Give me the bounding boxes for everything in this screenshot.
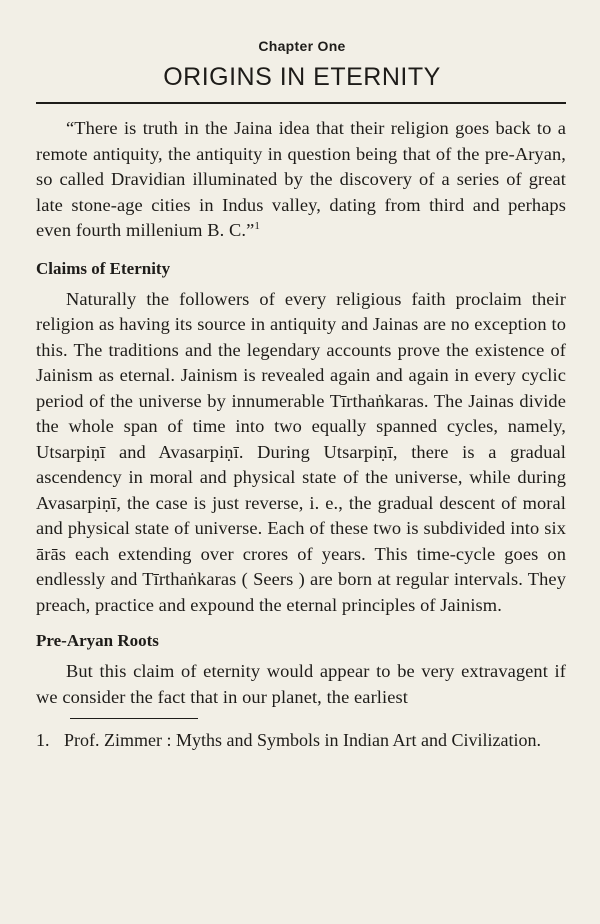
chapter-label: Chapter One — [258, 38, 346, 54]
footnote-divider — [70, 718, 198, 719]
title-divider — [36, 102, 566, 104]
section-body-pre-aryan-roots: But this claim of eternity would appear to be very extravagent if we consider the fact that in our planet, the earliest — [36, 661, 566, 707]
footnote-reference: 1 — [254, 219, 260, 232]
chapter-title: ORIGINS IN ETERNITY — [163, 63, 441, 91]
section-heading-pre-aryan-roots: Pre-Aryan Roots — [36, 631, 159, 650]
footnote-text: Prof. Zimmer : Myths and Symbols in Indian Art and Civilization. — [64, 730, 541, 750]
footnote-number: 1. — [36, 730, 50, 750]
opening-quote — [36, 116, 566, 244]
section-body-claims-of-eternity: Naturally the followers of every religious faith proclaim their religion as having its source in antiquity and Jainas are no exception to this. The traditions and the legendary accounts prove the existence of Jainism as eternal. Jainism is revealed again and again in every cyclic period of the universe by innumerable Tīrthaṅkaras. The Jainas divide the whole span of time into two equally spanned cycles, namely, Utsarpiṇī and Avasarpiṇī. During Utsarpiṇī, there is a gradual ascendency in moral and physical state of the universe, while during Avasarpiṇī, the case is just reverse, i. e., the gradual descent of moral and physical state of universe. Each of these two is subdivided into six ārās each extending over crores of years. This time-cycle goes on endlessly and Tīrthaṅkaras ( Seers ) are born at regular intervals. They preach, practice and expound the eternal principles of Jainism. — [36, 288, 566, 615]
footnote — [36, 729, 566, 751]
section-heading-claims-of-eternity: Claims of Eternity — [36, 258, 171, 278]
opening-quote-text: “There is truth in the Jaina idea that their religion goes back to a remote antiquity, the antiquity in question being that of the pre-Aryan, so called Dravidian illuminated by the discovery of a series of great late stone-age cities in Indus valley, dating from third and perhaps even fourth millenium B. C.” — [36, 118, 566, 240]
